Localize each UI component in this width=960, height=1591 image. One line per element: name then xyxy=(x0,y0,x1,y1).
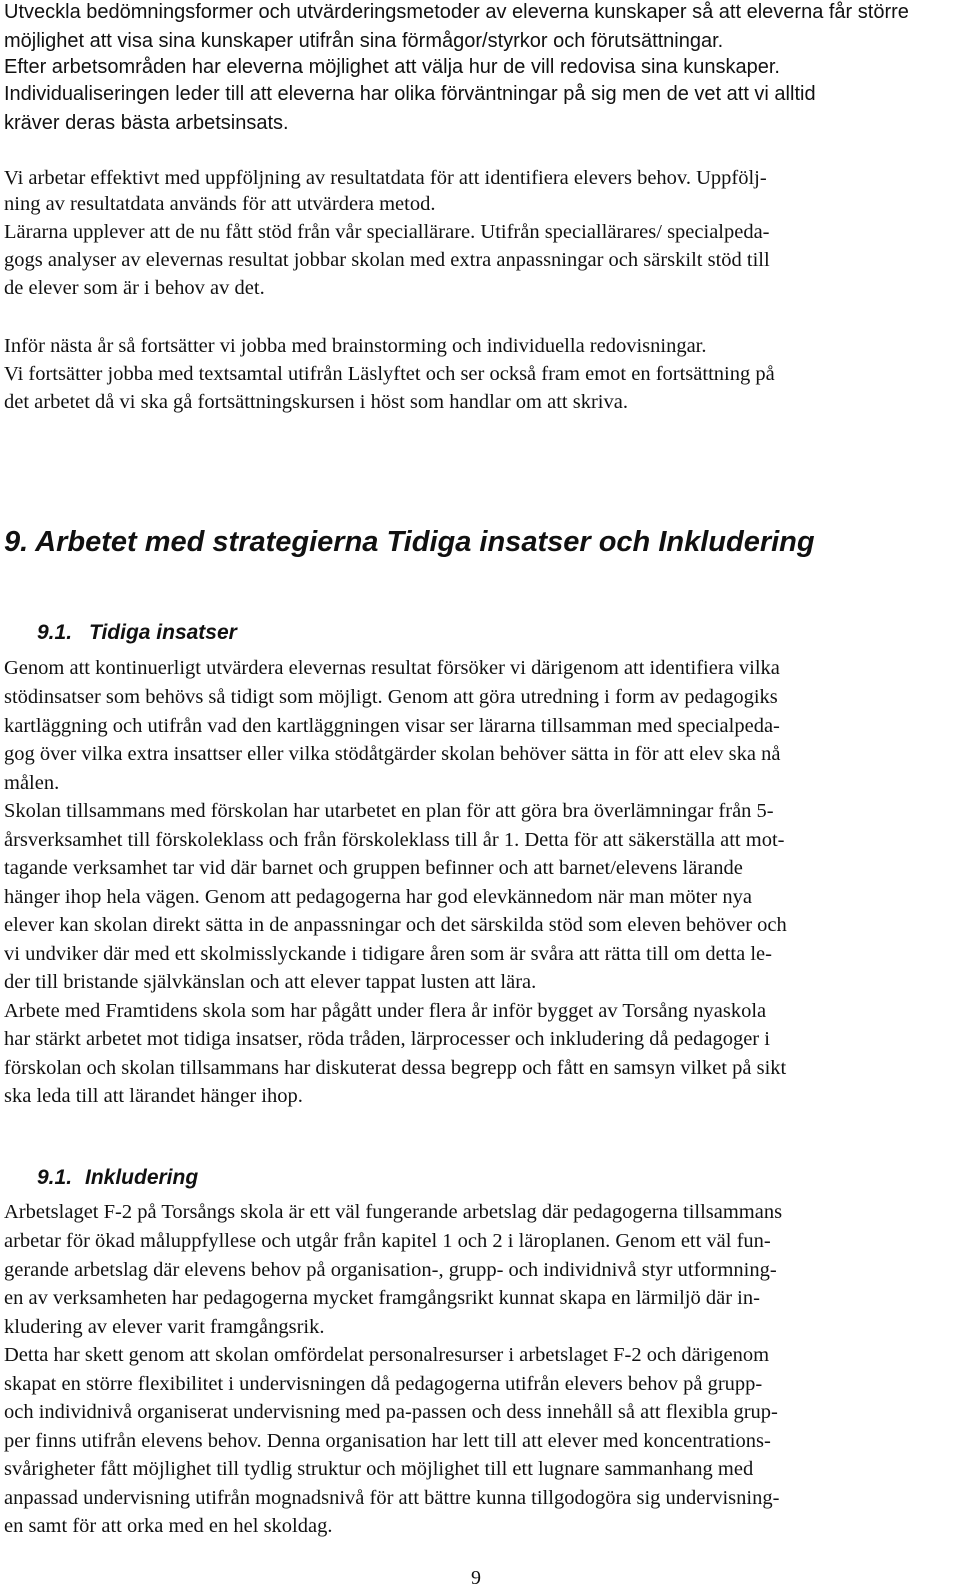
paragraph-line: möjlighet att visa sina kunskaper utifrån sina förmågor/styrkor och förutsättningar. xyxy=(4,30,724,52)
paragraph-line: och individnivå organiserat undervisning med pa-passen och dess innehåll så att flexibla grup- xyxy=(4,1401,778,1423)
paragraph-line: Detta har skett genom att skolan omfördelat personalresurser i arbetslaget F-2 och därigenom xyxy=(4,1344,770,1366)
paragraph-line: Vi arbetar effektivt med uppföljning av resultatdata för att identifiera elevers behov. Uppfölj- xyxy=(4,167,767,189)
paragraph-line: svårigheter fått möjlighet till tydlig struktur och möjlighet till ett lugnare sammanhang med xyxy=(4,1458,754,1480)
subsection-title: Inkludering xyxy=(85,1166,199,1189)
paragraph-line: Lärarna upplever att de nu fått stöd från vår speciallärare. Utifrån speciallärares/ specialpeda- xyxy=(4,221,770,243)
paragraph-line: de elever som är i behov av det. xyxy=(4,277,265,299)
paragraph-line: kräver deras bästa arbetsinsats. xyxy=(4,112,289,134)
paragraph-line: per finns utifrån elevens behov. Denna organisation har lett till att elever med koncentrations- xyxy=(4,1430,771,1452)
subsection-number: 9.1. xyxy=(37,621,73,644)
paragraph-line: gog över vilka extra insattser eller vilka stödåtgärder skolan behöver sätta in för att elev ska nå xyxy=(4,743,781,765)
paragraph-line: der till bristande självkänslan och att elever tappat lusten att lära. xyxy=(4,971,537,993)
paragraph-line: arbetar för ökad måluppfyllese och utgår från kapitel 1 och 2 i läroplanen. Genom ett väl fun- xyxy=(4,1230,771,1252)
paragraph-line: kludering av elever varit framgångsrik. xyxy=(4,1316,325,1338)
paragraph-line: Arbete med Framtidens skola som har pågått under flera år inför bygget av Torsång nyaskola xyxy=(4,1000,767,1022)
paragraph-line: en samt för att orka med en hel skoldag. xyxy=(4,1515,333,1537)
paragraph-line: stödinsatser som behövs så tidigt som möjligt. Genom att göra utredning i form av pedagogiks xyxy=(4,686,778,708)
paragraph-line: kartläggning och utifrån vad den kartläggningen visar ser lärarna tillsamman med specialpeda- xyxy=(4,715,780,737)
paragraph-line: Individualiseringen leder till att eleverna har olika förväntningar på sig men de vet att vi alltid xyxy=(4,83,816,105)
subsection-title: Tidiga insatser xyxy=(89,621,237,644)
paragraph-line: ning av resultatdata används för att utvärdera metod. xyxy=(4,193,436,215)
paragraph-line: Skolan tillsammans med förskolan har utarbetet en plan för att göra bra överlämningar från 5- xyxy=(4,800,774,822)
page-number: 9 xyxy=(471,1567,481,1589)
paragraph-line: tagande verksamhet tar vid där barnet och gruppen befinner och att barnet/elevens lärande xyxy=(4,857,743,879)
paragraph-line: gerande arbetslag där elevens behov på organisation-, grupp- och individnivå styr utformning- xyxy=(4,1259,777,1281)
paragraph-line: gogs analyser av elevernas resultat jobbar skolan med extra anpassningar och särskilt stöd till xyxy=(4,249,770,271)
paragraph-line: skapat en större flexibilitet i undervisningen då pedagogerna utifrån elevers behov på grupp- xyxy=(4,1373,763,1395)
paragraph-line: anpassad undervisning utifrån mognadsnivå för att bättre kunna tillgodogöra sig undervisning- xyxy=(4,1487,780,1509)
paragraph-line: årsverksamhet till förskoleklass och från förskoleklass till år 1. Detta för att säkerställa att mot- xyxy=(4,829,785,851)
paragraph-line: Arbetslaget F-2 på Torsångs skola är ett väl fungerande arbetslag där pedagogerna tillsammans xyxy=(4,1201,783,1223)
paragraph-line: hänger ihop hela vägen. Genom att pedagogerna har god elevkännedom när man möter nya xyxy=(4,886,752,908)
paragraph-line: förskolan och skolan tillsammans har diskuterat dessa begrepp och fått en samsyn vilket på sikt xyxy=(4,1057,787,1079)
paragraph-line: elever kan skolan direkt sätta in de anpassningar och det särskilda stöd som eleven behöver och xyxy=(4,914,787,936)
section-heading: 9. Arbetet med strategierna Tidiga insatser och Inkludering xyxy=(4,526,815,558)
paragraph-line: Efter arbetsområden har eleverna möjlighet att välja hur de vill redovisa sina kunskaper. xyxy=(4,56,780,78)
paragraph-line: vi undviker där med ett skolmisslyckande i tidigare åren som är svåra att rätta till om detta le- xyxy=(4,943,772,965)
paragraph-line: det arbetet då vi ska gå fortsättningskursen i höst som handlar om att skriva. xyxy=(4,391,628,413)
paragraph-line: en av verksamheten har pedagogerna mycket framgångsrikt kunnat skapa en lärmiljö där in- xyxy=(4,1287,760,1309)
paragraph-line: målen. xyxy=(4,772,60,794)
paragraph-line: Vi fortsätter jobba med textsamtal utifrån Läslyftet och ser också fram emot en fortsättning på xyxy=(4,363,775,385)
paragraph-line: Inför nästa år så fortsätter vi jobba med brainstorming och individuella redovisningar. xyxy=(4,335,707,357)
paragraph-line: har stärkt arbetet mot tidiga insatser, röda tråden, lärprocesser och inkludering då pedagoger i xyxy=(4,1028,770,1050)
paragraph-line: ska leda till att lärandet hänger ihop. xyxy=(4,1085,303,1107)
paragraph-line: Genom att kontinuerligt utvärdera elevernas resultat försöker vi därigenom att identifiera vilka xyxy=(4,657,780,679)
subsection-number: 9.1. xyxy=(37,1166,73,1189)
paragraph-line: Utveckla bedömningsformer och utvärderingsmetoder av eleverna kunskaper så att eleverna får större xyxy=(4,1,909,23)
